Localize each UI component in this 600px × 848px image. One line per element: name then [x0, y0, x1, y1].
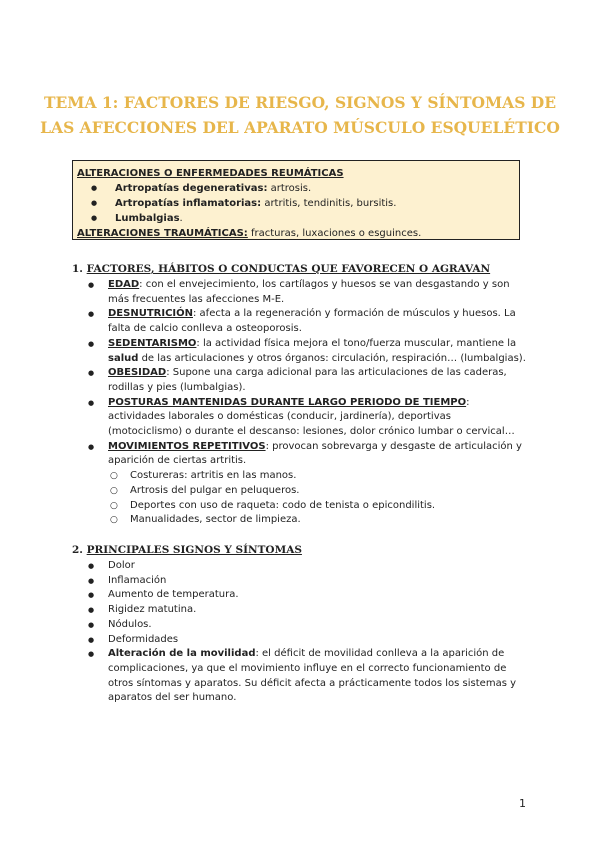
box-list [77, 181, 515, 226]
sub-list-item: ○ Manualidades, sector de limpieza. [130, 513, 528, 528]
box-item: ● Artropatías degenerativas: artrosis. [115, 181, 515, 196]
list-item: ● Nódulos. [108, 618, 528, 633]
title-line-2: LAS AFECCIONES DEL APARATO MÚSCULO ESQUELÉTICO [40, 118, 560, 137]
section-1-heading: 1. FACTORES, HÁBITOS O CONDUCTAS QUE FAVORECEN O AGRAVAN [72, 263, 491, 275]
sub-list-item: ○ Costureras: artritis en las manos. [130, 469, 528, 484]
list-item: ● SEDENTARISMO: la actividad física mejora el tono/fuerza muscular, mantiene la salud de las articulaciones y otros órganos: circulación, respiración… (lumbalgias). [108, 337, 528, 366]
title-line-1: TEMA 1: FACTORES DE RIESGO, SIGNOS Y SÍNTOMAS DE [43, 93, 557, 112]
section-2-heading: 2. PRINCIPALES SIGNOS Y SÍNTOMAS [72, 544, 302, 556]
sub-list [108, 469, 528, 528]
box-heading-reumaticas: ALTERACIONES O ENFERMEDADES REUMÁTICAS [77, 168, 344, 179]
list-item: ● Inflamación [108, 574, 528, 589]
box-heading-traumaticas: ALTERACIONES TRAUMÁTICAS: fracturas, luxaciones o esguinces. [77, 228, 422, 239]
sub-list-item: ○ Artrosis del pulgar en peluqueros. [130, 484, 528, 499]
list-item: ● POSTURAS MANTENIDAS DURANTE LARGO PERIODO DE TIEMPO: actividades laborales o domésticas (conducir, jardinería), deportivas (motociclismo) o durante el descanso: lesiones, dolor crónico lumbar o cervical… [108, 396, 528, 440]
list-item: ● Alteración de la movilidad: el déficit de movilidad conlleva a la aparición de complicaciones, ya que el movimiento influye en el correcto funcionamiento de otros síntomas y aparatos. Su déficit afecta a prácticamente todos los sistemas y aparatos del ser humano. [108, 647, 528, 706]
list-item: ● OBESIDAD: Supone una carga adicional para las articulaciones de las caderas, rodillas y pies (lumbalgias). [108, 366, 528, 395]
document-title [40, 90, 560, 140]
list-item: ● Aumento de temperatura. [108, 588, 528, 603]
page-number: 1 [519, 797, 526, 810]
sub-list-item: ○ Deportes con uso de raqueta: codo de tenista o epicondilitis. [130, 499, 528, 514]
list-item: ● DESNUTRICIÓN: afecta a la regeneración y formación de músculos y huesos. La falta de calcio conlleva a osteoporosis. [108, 307, 528, 336]
summary-box [72, 160, 520, 240]
box-item: ● Artropatías inflamatorias: artritis, tendinitis, bursitis. [115, 196, 515, 211]
list-item: ● Deformidades [108, 633, 528, 648]
list-item: ● EDAD: con el envejecimiento, los cartílagos y huesos se van desgastando y son más frecuentes las afecciones M-E. [108, 278, 528, 307]
list-item: ● Dolor [108, 559, 528, 574]
section-2-list [108, 559, 528, 706]
section-1-list [108, 278, 528, 528]
box-item: ● Lumbalgias. [115, 211, 515, 226]
list-item: ● Rigidez matutina. [108, 603, 528, 618]
list-item: ● MOVIMIENTOS REPETITIVOS: provocan sobrevarga y desgaste de articulación y aparición de ciertas artritis. [108, 440, 528, 469]
